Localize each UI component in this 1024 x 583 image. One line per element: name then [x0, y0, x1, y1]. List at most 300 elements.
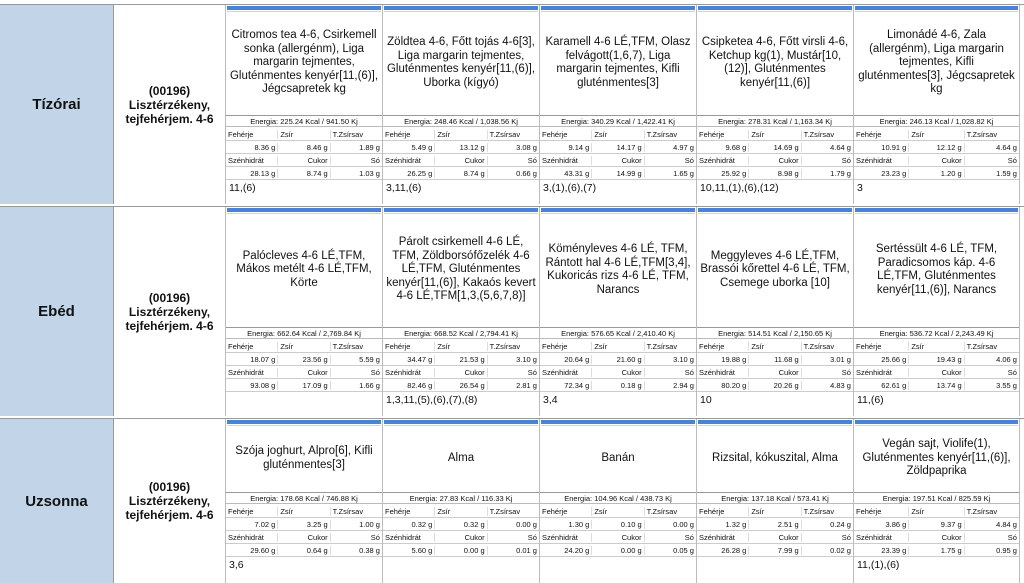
nutrient-value-feherje: 3.86 g: [885, 519, 907, 529]
allergen-codes: 3,(1),(6),(7): [543, 182, 597, 194]
nutrient-value-cukor: 8.74 g: [434, 169, 486, 178]
nutrient-label-zsir: Zsír: [434, 130, 486, 139]
allergen-codes: 3: [857, 182, 863, 194]
nutrient-labels: [540, 154, 696, 167]
energy-value: Energia: 340.29 Kcal / 1,422.41 Kj: [540, 115, 696, 127]
nutrient-value-so: 4.83 g: [801, 381, 853, 390]
allergen-codes: 3,4: [543, 394, 558, 406]
nutrient-labels: [226, 154, 382, 167]
header-bar-shadow: [227, 425, 381, 426]
nutrient-value-tzsirsav: 4.64 g: [964, 143, 1019, 152]
nutrient-value-so: 0.38 g: [330, 546, 382, 555]
header-bar: [855, 6, 1018, 10]
nutrient-values: [226, 167, 382, 180]
meal-description: Zöldtea 4-6, Főtt tojás 4-6[3], Liga margarin tejmentes, Gluténmentes kenyér[11,(6)], Uborka (kígyó): [386, 36, 536, 89]
meal-description: Köményleves 4-6 LÉ, TFM, Rántott hal 4-6 LÉ,TFM[3,4], Kukoricás rizs 4-6 LÉ, TFM, Narancs: [545, 243, 691, 296]
nutrient-labels: [697, 128, 853, 141]
day-cell: [383, 207, 540, 416]
energy-value: Energia: 662.64 Kcal / 2,769.84 Kj: [226, 327, 382, 339]
nutrient-label-zsir: Zsír: [277, 507, 329, 516]
nutrition-table: [383, 340, 539, 392]
nutrient-label-szenhidrat: Szénhidrát: [542, 532, 578, 542]
nutrient-value-cukor: 0.00 g: [434, 546, 486, 555]
nutrient-label-so: Só: [487, 533, 539, 542]
nutrient-values: [540, 167, 696, 180]
nutrient-values: [383, 544, 539, 557]
nutrient-label-szenhidrat: Szénhidrát: [542, 367, 578, 377]
day-cell: [383, 5, 540, 204]
nutrient-value-szenhidrat: 28.13 g: [250, 168, 276, 178]
nutrient-value-so: 0.05 g: [644, 546, 696, 555]
nutrient-labels: [383, 531, 539, 544]
nutrient-values: [854, 518, 1019, 531]
nutrient-labels: [854, 154, 1019, 167]
nutrient-label-zsir: Zsír: [434, 342, 486, 351]
meal-description: Csipketea 4-6, Főtt virsli 4-6, Ketchup kg(1), Mustár[10,(12)], Gluténmentes kenyér[11,(6)]: [701, 36, 849, 89]
nutrient-values: [697, 353, 853, 366]
nutrient-value-zsir: 12.12 g: [908, 143, 963, 152]
nutrient-value-szenhidrat: 72.34 g: [564, 380, 590, 390]
diet-name: Lisztérzékeny, tejfehérjem. 4-6: [125, 304, 214, 333]
nutrient-labels: [854, 128, 1019, 141]
allergen-codes: 11,(1),(6): [857, 559, 900, 571]
header-bar: [855, 208, 1018, 212]
header-bar: [698, 420, 852, 424]
nutrient-value-szenhidrat: 25.92 g: [721, 168, 747, 178]
nutrient-value-tzsirsav: 4.64 g: [801, 143, 853, 152]
day-cell: [226, 207, 383, 416]
nutrient-value-szenhidrat: 5.60 g: [411, 545, 433, 555]
nutrient-values: [383, 353, 539, 366]
energy-value: Energia: 197.51 Kcal / 825.59 Kj: [854, 492, 1019, 504]
nutrient-label-tzsirsav: T.Zsírsav: [644, 342, 696, 351]
nutrient-value-zsir: 23.56 g: [277, 355, 329, 364]
nutrient-labels: [540, 505, 696, 518]
nutrient-value-szenhidrat: 26.28 g: [721, 545, 747, 555]
nutrient-value-cukor: 26.54 g: [434, 381, 486, 390]
header-bar: [855, 420, 1018, 424]
nutrient-label-feherje: Fehérje: [228, 129, 254, 139]
nutrient-label-feherje: Fehérje: [699, 129, 725, 139]
nutrient-values: [697, 518, 853, 531]
nutrient-label-feherje: Fehérje: [542, 341, 568, 351]
meal-description: Sertéssült 4-6 LÉ, TFM, Paradicsomos káp. 4-6 LÉ,TFM, Gluténmentes kenyér[11,(6)], Narancs: [875, 243, 998, 296]
nutrient-label-tzsirsav: T.Zsírsav: [801, 342, 853, 351]
nutrient-value-feherje: 18.07 g: [250, 354, 276, 364]
meal-description: Rizsital, kókuszital, Alma: [712, 451, 838, 464]
nutrient-labels: [697, 531, 853, 544]
meal-label: Tízórai: [0, 5, 114, 204]
nutrient-label-szenhidrat: Szénhidrát: [228, 155, 264, 165]
energy-value: Energia: 536.72 Kcal / 2,243.49 Kj: [854, 327, 1019, 339]
nutrient-labels: [383, 366, 539, 379]
nutrient-value-cukor: 8.98 g: [748, 169, 800, 178]
nutrient-label-zsir: Zsír: [591, 342, 643, 351]
nutrient-value-tzsirsav: 4.84 g: [964, 520, 1019, 529]
nutrient-label-szenhidrat: Szénhidrát: [699, 532, 735, 542]
nutrient-label-szenhidrat: Szénhidrát: [699, 155, 735, 165]
nutrient-label-so: Só: [644, 533, 696, 542]
nutrient-value-feherje: 0.32 g: [411, 519, 433, 529]
nutrient-label-tzsirsav: T.Zsírsav: [487, 342, 539, 351]
nutrient-label-cukor: Cukor: [908, 156, 963, 165]
nutrient-label-zsir: Zsír: [591, 130, 643, 139]
nutrition-table: [854, 340, 1019, 392]
nutrient-label-cukor: Cukor: [277, 156, 329, 165]
energy-value: Energia: 246.13 Kcal / 1,028.82 Kj: [854, 115, 1019, 127]
nutrient-value-tzsirsav: 3.01 g: [801, 355, 853, 364]
nutrient-label-feherje: Fehérje: [385, 506, 411, 516]
header-bar: [384, 6, 538, 10]
nutrition-table: [383, 128, 539, 180]
nutrient-values: [226, 544, 382, 557]
nutrient-value-zsir: 0.10 g: [591, 520, 643, 529]
allergen-codes: 11,(6): [229, 182, 256, 194]
nutrient-values: [854, 353, 1019, 366]
nutrient-value-szenhidrat: 23.39 g: [881, 545, 907, 555]
nutrient-value-tzsirsav: 4.06 g: [964, 355, 1019, 364]
nutrient-labels: [697, 366, 853, 379]
header-bar: [227, 208, 381, 212]
nutrient-value-feherje: 19.88 g: [721, 354, 747, 364]
header-bar-shadow: [855, 11, 1018, 12]
nutrient-value-cukor: 1.20 g: [908, 169, 963, 178]
nutrient-labels: [697, 154, 853, 167]
energy-value: Energia: 576.65 Kcal / 2,410.40 Kj: [540, 327, 696, 339]
energy-value: Energia: 225.24 Kcal / 941.50 Kj: [226, 115, 382, 127]
energy-value: Energia: 137.18 Kcal / 573.41 Kj: [697, 492, 853, 504]
energy-value: Energia: 104.96 Kcal / 438.73 Kj: [540, 492, 696, 504]
nutrient-value-szenhidrat: 80.20 g: [721, 380, 747, 390]
nutrient-value-tzsirsav: 1.89 g: [330, 143, 382, 152]
nutrient-values: [540, 379, 696, 392]
meal-description: Citromos tea 4-6, Csirkemell sonka (allergénm), Liga margarin tejmentes, Gluténmentes kenyér[11,(6)], Jégcsapretek kg: [229, 29, 379, 96]
meal-description: Alma: [447, 451, 475, 464]
header-bar: [384, 420, 538, 424]
nutrient-label-feherje: Fehérje: [699, 341, 725, 351]
header-bar-shadow: [227, 213, 381, 214]
nutrient-label-tzsirsav: T.Zsírsav: [964, 342, 1019, 351]
nutrition-table: [540, 505, 696, 557]
day-cell: [697, 5, 854, 204]
nutrient-value-feherje: 1.30 g: [568, 519, 590, 529]
nutrient-values: [540, 518, 696, 531]
nutrient-values: [697, 379, 853, 392]
nutrient-values: [383, 518, 539, 531]
day-cell: [540, 207, 697, 416]
nutrient-values: [226, 353, 382, 366]
energy-value: Energia: 27.83 Kcal / 116.33 Kj: [383, 492, 539, 504]
meal-description: Szója joghurt, Alpro[6], Kifli gluténmentes[3]: [235, 445, 373, 471]
header-bar: [227, 420, 381, 424]
nutrient-labels: [383, 505, 539, 518]
day-cell: [854, 207, 1020, 416]
header-bar-shadow: [855, 425, 1018, 426]
nutrient-value-so: 1.79 g: [801, 169, 853, 178]
allergen-codes: 3,11,(6): [386, 182, 422, 194]
nutrient-labels: [383, 340, 539, 353]
nutrition-table: [697, 505, 853, 557]
nutrient-value-zsir: 11.68 g: [748, 355, 800, 364]
nutrient-value-feherje: 1.32 g: [725, 519, 747, 529]
nutrient-values: [383, 141, 539, 154]
header-bar: [698, 208, 852, 212]
nutrient-label-tzsirsav: T.Zsírsav: [964, 130, 1019, 139]
nutrient-values: [226, 141, 382, 154]
nutrient-value-cukor: 20.26 g: [748, 381, 800, 390]
nutrient-value-zsir: 21.53 g: [434, 355, 486, 364]
nutrient-value-cukor: 8.74 g: [277, 169, 329, 178]
nutrient-label-so: Só: [330, 368, 382, 377]
nutrient-label-cukor: Cukor: [434, 368, 486, 377]
allergen-codes: 1,3,11,(5),(6),(7),(8): [386, 394, 478, 406]
nutrient-label-so: Só: [644, 368, 696, 377]
header-bar: [541, 208, 695, 212]
nutrient-value-szenhidrat: 82.46 g: [407, 380, 433, 390]
meal-row-ebed: [0, 206, 1024, 416]
nutrient-label-zsir: Zsír: [748, 130, 800, 139]
nutrition-table: [226, 128, 382, 180]
nutrient-label-feherje: Fehérje: [856, 129, 882, 139]
header-bar-shadow: [855, 213, 1018, 214]
header-bar-shadow: [541, 425, 695, 426]
nutrient-labels: [383, 154, 539, 167]
nutrient-value-zsir: 8.46 g: [277, 143, 329, 152]
nutrient-value-zsir: 14.69 g: [748, 143, 800, 152]
nutrition-table: [854, 128, 1019, 180]
nutrient-value-zsir: 21.60 g: [591, 355, 643, 364]
nutrient-value-szenhidrat: 43.31 g: [564, 168, 590, 178]
nutrient-value-zsir: 19.43 g: [908, 355, 963, 364]
nutrient-label-zsir: Zsír: [908, 130, 963, 139]
nutrient-label-zsir: Zsír: [908, 342, 963, 351]
nutrient-label-cukor: Cukor: [591, 533, 643, 542]
nutrient-label-tzsirsav: T.Zsírsav: [330, 342, 382, 351]
nutrient-value-szenhidrat: 62.61 g: [881, 380, 907, 390]
nutrient-label-so: Só: [801, 533, 853, 542]
nutrient-label-tzsirsav: T.Zsírsav: [487, 507, 539, 516]
nutrient-value-tzsirsav: 1.00 g: [330, 520, 382, 529]
nutrient-value-szenhidrat: 93.08 g: [250, 380, 276, 390]
nutrient-value-tzsirsav: 0.24 g: [801, 520, 853, 529]
nutrient-labels: [383, 128, 539, 141]
nutrient-values: [697, 167, 853, 180]
allergen-codes: 10: [700, 394, 712, 406]
nutrient-label-so: Só: [330, 156, 382, 165]
nutrient-label-zsir: Zsír: [277, 130, 329, 139]
nutrient-labels: [226, 531, 382, 544]
nutrient-label-tzsirsav: T.Zsírsav: [644, 130, 696, 139]
nutrient-values: [383, 379, 539, 392]
nutrition-table: [383, 505, 539, 557]
header-bar-shadow: [384, 11, 538, 12]
nutrient-label-szenhidrat: Szénhidrát: [856, 367, 892, 377]
nutrient-value-feherje: 34.47 g: [407, 354, 433, 364]
allergen-codes: 10,11,(1),(6),(12): [700, 182, 779, 194]
nutrient-label-so: Só: [487, 156, 539, 165]
nutrient-labels: [226, 128, 382, 141]
nutrient-label-cukor: Cukor: [748, 533, 800, 542]
diet-code: (00196): [148, 83, 191, 98]
nutrient-labels: [854, 505, 1019, 518]
nutrient-label-feherje: Fehérje: [542, 506, 568, 516]
header-bar-shadow: [541, 11, 695, 12]
nutrient-label-feherje: Fehérje: [699, 506, 725, 516]
nutrient-label-feherje: Fehérje: [856, 341, 882, 351]
day-cell: [697, 207, 854, 416]
nutrient-value-feherje: 9.68 g: [725, 142, 747, 152]
nutrient-labels: [540, 366, 696, 379]
header-bar-shadow: [698, 425, 852, 426]
day-cell: [540, 419, 697, 583]
nutrient-value-szenhidrat: 24.20 g: [564, 545, 590, 555]
nutrient-label-cukor: Cukor: [434, 156, 486, 165]
nutrient-label-so: Só: [964, 533, 1019, 542]
nutrient-label-feherje: Fehérje: [856, 506, 882, 516]
nutrient-value-so: 1.65 g: [644, 169, 696, 178]
nutrient-value-feherje: 10.91 g: [881, 142, 907, 152]
day-cell: [854, 419, 1020, 583]
diet-cell: [114, 207, 226, 416]
nutrient-label-tzsirsav: T.Zsírsav: [330, 507, 382, 516]
diet-name: Lisztérzékeny, tejfehérjem. 4-6: [125, 494, 214, 522]
nutrient-label-cukor: Cukor: [277, 368, 329, 377]
nutrient-label-cukor: Cukor: [434, 533, 486, 542]
nutrition-table: [697, 340, 853, 392]
nutrient-value-so: 0.02 g: [801, 546, 853, 555]
header-bar-shadow: [698, 11, 852, 12]
nutrient-value-szenhidrat: 26.25 g: [407, 168, 433, 178]
nutrient-label-szenhidrat: Szénhidrát: [385, 532, 421, 542]
nutrient-value-tzsirsav: 3.08 g: [487, 143, 539, 152]
day-cell: [226, 419, 383, 583]
header-bar-shadow: [698, 213, 852, 214]
meal-description: Karamell 4-6 LÉ,TFM, Olasz felvágott(1,6,7), Liga margarin tejmentes, Kifli gluténmentes[3]: [545, 36, 691, 89]
nutrient-labels: [697, 340, 853, 353]
energy-value: Energia: 248.46 Kcal / 1,038.56 Kj: [383, 115, 539, 127]
nutrient-value-feherje: 20.64 g: [564, 354, 590, 364]
nutrient-values: [226, 379, 382, 392]
energy-value: Energia: 178.68 Kcal / 746.88 Kj: [226, 492, 382, 504]
nutrient-values: [383, 167, 539, 180]
diet-name: Lisztérzékeny, tejfehérjem. 4-6: [125, 97, 214, 126]
nutrient-labels: [226, 366, 382, 379]
nutrient-label-cukor: Cukor: [908, 368, 963, 377]
nutrient-label-zsir: Zsír: [591, 507, 643, 516]
nutrient-value-cukor: 1.75 g: [908, 546, 963, 555]
nutrient-value-tzsirsav: 3.10 g: [644, 355, 696, 364]
meal-description: Meggyleves 4-6 LÉ,TFM, Brassói kőrettel 4-6 LÉ, TFM, Csemege uborka [10]: [700, 249, 850, 289]
nutrient-label-tzsirsav: T.Zsírsav: [801, 130, 853, 139]
nutrient-value-so: 0.01 g: [487, 546, 539, 555]
meal-description: Palócleves 4-6 LÉ,TFM, Mákos metélt 4-6 LÉ,TFM, Körte: [236, 249, 372, 289]
nutrient-label-so: Só: [801, 156, 853, 165]
diet-code: (00196): [148, 290, 191, 305]
meal-row-tizorai: [0, 4, 1024, 204]
nutrient-value-zsir: 9.37 g: [908, 520, 963, 529]
nutrient-label-szenhidrat: Szénhidrát: [856, 532, 892, 542]
nutrient-values: [854, 167, 1019, 180]
nutrition-table: [697, 128, 853, 180]
day-cell: [697, 419, 854, 583]
header-bar-shadow: [384, 425, 538, 426]
nutrient-labels: [854, 531, 1019, 544]
nutrient-value-cukor: 0.00 g: [591, 546, 643, 555]
day-cell: [854, 5, 1020, 204]
day-cell: [383, 419, 540, 583]
nutrient-labels: [540, 340, 696, 353]
nutrient-labels: [540, 128, 696, 141]
nutrient-label-feherje: Fehérje: [228, 506, 254, 516]
meal-label: Uzsonna: [0, 419, 114, 583]
header-bar: [541, 420, 695, 424]
nutrient-label-szenhidrat: Szénhidrát: [699, 367, 735, 377]
nutrient-value-tzsirsav: 4.97 g: [644, 143, 696, 152]
meal-label: Ebéd: [0, 207, 114, 416]
nutrient-values: [540, 544, 696, 557]
diet-cell: [114, 419, 226, 583]
nutrient-label-cukor: Cukor: [908, 533, 963, 542]
header-bar-shadow: [227, 11, 381, 12]
nutrition-table: [854, 505, 1019, 557]
nutrient-value-cukor: 17.09 g: [277, 381, 329, 390]
nutrient-label-szenhidrat: Szénhidrát: [385, 367, 421, 377]
nutrient-label-zsir: Zsír: [434, 507, 486, 516]
header-bar: [384, 208, 538, 212]
nutrient-value-feherje: 9.14 g: [568, 142, 590, 152]
nutrient-value-feherje: 7.02 g: [254, 519, 276, 529]
energy-value: Energia: 668.52 Kcal / 2,794.41 Kj: [383, 327, 539, 339]
nutrient-value-szenhidrat: 29.60 g: [250, 545, 276, 555]
allergen-codes: 11,(6): [857, 394, 884, 406]
nutrient-label-tzsirsav: T.Zsírsav: [330, 130, 382, 139]
nutrient-label-szenhidrat: Szénhidrát: [542, 155, 578, 165]
nutrient-labels: [540, 531, 696, 544]
nutrient-value-zsir: 2.51 g: [748, 520, 800, 529]
nutrient-label-cukor: Cukor: [591, 156, 643, 165]
nutrient-values: [697, 544, 853, 557]
meal-description: Limonádé 4-6, Zala (allergénm), Liga margarin tejmentes, Kifli gluténmentes[3], Jégcsapretek kg: [858, 29, 1015, 96]
nutrient-label-szenhidrat: Szénhidrát: [228, 367, 264, 377]
nutrient-labels: [854, 340, 1019, 353]
nutrient-values: [226, 518, 382, 531]
header-bar: [698, 6, 852, 10]
nutrient-label-tzsirsav: T.Zsírsav: [644, 507, 696, 516]
nutrient-label-cukor: Cukor: [748, 156, 800, 165]
day-cell: [226, 5, 383, 204]
nutrient-label-tzsirsav: T.Zsírsav: [964, 507, 1019, 516]
nutrient-label-szenhidrat: Szénhidrát: [228, 532, 264, 542]
nutrient-value-so: 0.95 g: [964, 546, 1019, 555]
nutrient-label-tzsirsav: T.Zsírsav: [801, 507, 853, 516]
nutrient-label-zsir: Zsír: [908, 507, 963, 516]
nutrient-value-so: 1.66 g: [330, 381, 382, 390]
diet-code: (00196): [148, 480, 191, 494]
nutrition-table: [540, 128, 696, 180]
nutrient-label-so: Só: [330, 533, 382, 542]
nutrient-label-cukor: Cukor: [591, 368, 643, 377]
nutrient-value-zsir: 3.25 g: [277, 520, 329, 529]
nutrient-value-zsir: 13.12 g: [434, 143, 486, 152]
nutrient-value-feherje: 25.66 g: [881, 354, 907, 364]
nutrient-value-so: 2.94 g: [644, 381, 696, 390]
nutrient-label-zsir: Zsír: [277, 342, 329, 351]
nutrient-labels: [226, 505, 382, 518]
nutrient-values: [697, 141, 853, 154]
nutrient-label-cukor: Cukor: [748, 368, 800, 377]
nutrient-value-feherje: 8.36 g: [254, 142, 276, 152]
header-bar-shadow: [384, 213, 538, 214]
